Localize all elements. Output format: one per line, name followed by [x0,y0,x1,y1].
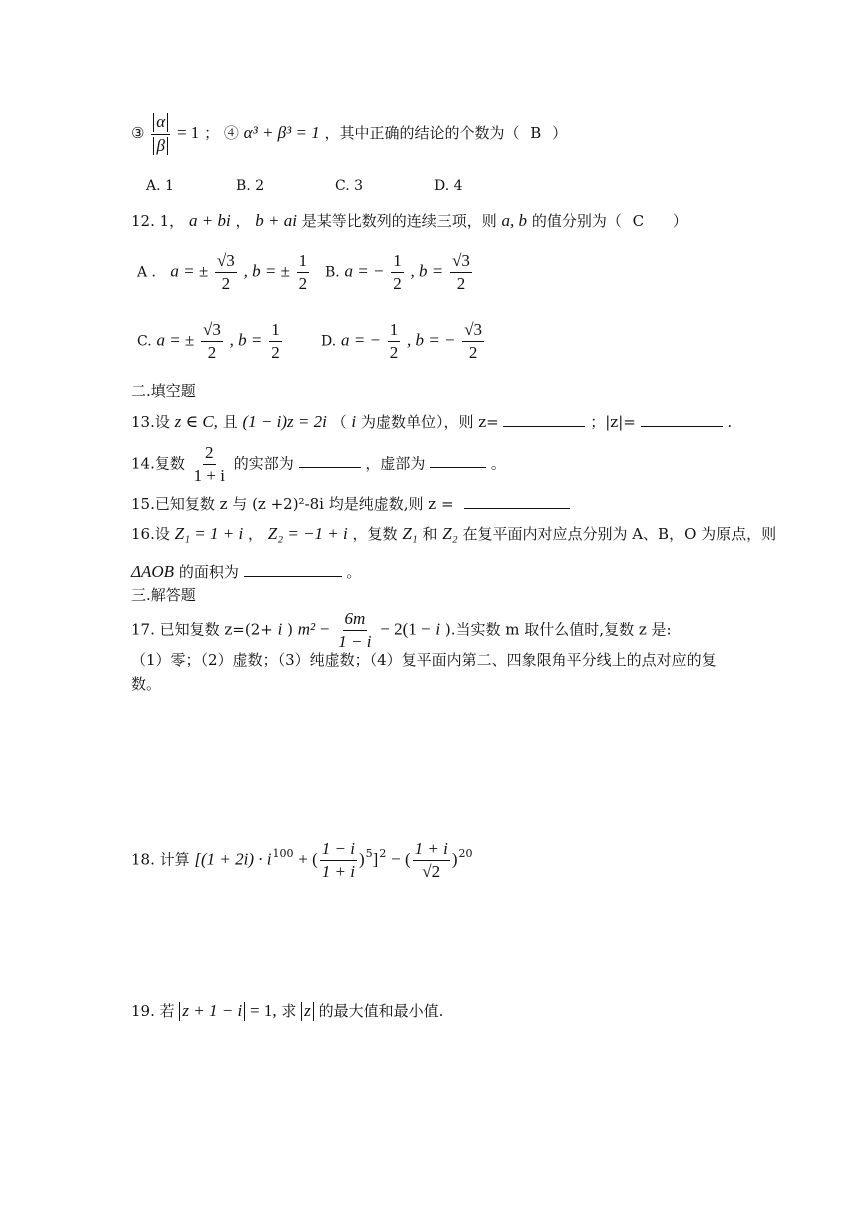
q13-text-a: 13.设 [131,413,170,431]
q18-expr-a: [(1 + 2i) · i [194,849,272,869]
q11-close: ） [552,124,568,143]
q14-text-b: 的实部为 [233,454,294,473]
q13-blank-z[interactable] [503,412,585,427]
q17-text-b: ) [287,620,293,639]
q16-line2 [131,562,361,580]
circle-four: ④ [223,124,239,143]
q13-equation: (1 − i)z = 2i [242,412,327,431]
q16-triangle: ΔAOB [131,562,175,581]
q17-i: i [277,619,283,639]
q17-i-2: i [435,619,441,639]
q16-sep: ， [247,525,263,543]
q14-text-c: ，虚部为 [365,454,426,473]
q19-abs-z: z [301,1002,314,1021]
q18-fraction-1: $\frac{1 - i}{1 + i}$ [321,839,355,881]
section-answer-heading: 三.解答题 [131,586,196,604]
fraction-1-over-2: $\frac{1}{2}$ [298,251,308,293]
fraction-1-over-2: $\frac{1}{2}$ [389,320,399,362]
q16-text-b: ，复数 [352,525,398,543]
q13-text-c: （ [331,413,347,431]
q18-plus: + ( [298,849,318,869]
q13-blank-abs-z[interactable] [641,412,723,427]
q16-z2: Z₂ = −1 + i [267,524,348,543]
q11-option-b: B. 2 [236,178,265,194]
q16-z2-ref: Z₂ [442,524,458,543]
q14-text-d: 。 [490,454,506,473]
q16-z1-ref: Z₁ [402,524,418,543]
fraction-sqrt3-over-2: $\frac{√3}{2}$ [216,251,235,293]
q18-close-3: ) [451,849,458,869]
q17-line1 [131,610,672,651]
q12-comma: ， [235,212,251,230]
q18-close-2: ] [372,849,379,869]
q14 [131,444,506,485]
q17-fraction: $\frac{6m}{1 - i}$ [338,609,372,651]
q11-stem-tail: ，其中正确的结论的个数为（ [324,124,520,143]
q12-option-b: B. a = − $\frac{1}{2}$ , b = $\frac{√3}{2}$ [325,251,470,293]
circle-three: ③ [131,124,145,143]
q14-fraction: $\frac{2}{1 + i}$ [193,443,225,485]
fraction-sqrt3-over-2: $\frac{√3}{2}$ [464,320,483,362]
q13-text-f: . [727,413,733,431]
abs-beta: β [153,137,167,156]
q17-m-squared: m² [297,619,316,639]
option-b-label: B. [325,264,340,281]
q12-lead: 1， [159,212,185,230]
q12-option-a: A ． a = ± $\frac{√3}{2}$ , b = ± $\frac{1}{2}$ [137,251,308,293]
fraction-sqrt3-over-2: $\frac{√3}{2}$ [452,251,470,293]
q19-abs-expr: z + 1 − i [179,1002,245,1021]
alpha-over-beta-fraction [151,113,170,155]
section-fill-in-heading: 二.填空题 [131,382,196,400]
q17-tail: − 2(1 − [380,619,431,639]
q18-exp-20: 20 [458,847,473,861]
q19-text-a: 19. 若 [131,1002,175,1020]
option-c-label: C. [137,333,152,350]
q18-minus: − ( [391,849,411,869]
q18 [131,840,473,881]
fraction-1-over-2: $\frac{1}{2}$ [393,251,402,293]
q13-text-d: 为虚数单位），则 z= [360,413,499,431]
q17-text-c: ).当实数 m 取什么值时,复数 z 是: [444,620,672,639]
q12-answer: C [632,212,645,230]
q11-answer: B [530,124,542,143]
fraction-sqrt3-over-2: $\frac{√3}{2}$ [203,320,221,362]
q17-minus: − [319,619,330,639]
q19 [131,1002,443,1021]
fraction-1-over-2: $\frac{1}{2}$ [271,320,280,362]
option-a-label: A ． [137,264,166,281]
q12-text-1: 是某等比数列的连续三项，则 [301,212,497,230]
q12-term-a-plus-bi: a + bi [188,211,231,230]
q18-fraction-2: $\frac{1 + i}{√2}$ [414,839,448,881]
q12-ab: a, b [501,211,528,230]
q16-text-d: 在复平面内对应点分别为 A、B，O 为原点，则 [462,525,777,543]
q13-text-e: ；|z|= [590,413,636,431]
q11-option-a: A. 1 [146,178,174,194]
q17-line2: （1）零；（2）虚数；（3）纯虚数；（4）复平面内第二、四象限角平分线上的点对应的复 [131,651,717,669]
q18-text-a: 18. 计算 [131,850,190,869]
q15-blank[interactable] [464,494,570,509]
q19-text-c: 的最大值和最小值. [318,1002,444,1020]
q14-blank-real[interactable] [299,453,361,468]
separator: ； [204,124,220,143]
q14-blank-imag[interactable] [430,453,486,468]
q12-close: ） [672,212,688,230]
q16-text-f: 。 [346,563,362,581]
q11-option-c: C. 3 [335,178,364,194]
q19-eq: = 1, [249,1001,277,1020]
q15-text: 15.已知复数 z 与 (z +2)²-8i 均是纯虚数,则 z = [131,495,454,513]
q16-blank[interactable] [244,562,342,577]
q12-number: 12. [131,212,155,230]
q18-exp-100: 100 [272,847,294,861]
q16-z1: Z₁ = 1 + i [174,524,244,543]
q16-line1 [131,525,776,542]
q12-stem [131,212,688,229]
q14-text-a: 14.复数 [131,454,185,473]
equals-one: = 1 [176,123,200,143]
q18-exp-2: 2 [379,847,387,861]
q13-text-b: 且 [222,413,238,431]
q13-i: i [351,412,357,431]
q19-text-b: 求 [281,1002,297,1020]
q16-text-e: 的面积为 [178,563,239,581]
q11-option-d: D. 4 [434,178,463,194]
q17-line3: 数。 [131,675,162,693]
q12-text-2: 的值分别为（ [531,212,622,230]
q12-option-d: D. a = − $\frac{1}{2}$ , b = − $\frac{√3}{2}$ [321,320,483,362]
alpha-beta-cubes: α³ + β³ = 1 [243,123,320,143]
q17-text-a: 17. 已知复数 z=(2+ [131,620,273,639]
q16-text-c: 和 [422,525,438,543]
q15 [131,494,570,512]
q13-z-in-c: z ∈ C, [174,412,218,431]
option-d-label: D. [321,333,337,350]
q12-term-b-plus-ai: b + ai [255,211,297,230]
q18-exp-5: 5 [365,847,373,861]
abs-alpha: α [153,113,168,132]
q12-option-c: C. a = ± $\frac{√3}{2}$ , b = $\frac{1}{2}$ [137,320,280,362]
q11-statement-tail [131,113,567,155]
q18-close-1: ) [359,849,365,869]
q16-text-a: 16.设 [131,525,170,543]
q13 [131,412,732,430]
